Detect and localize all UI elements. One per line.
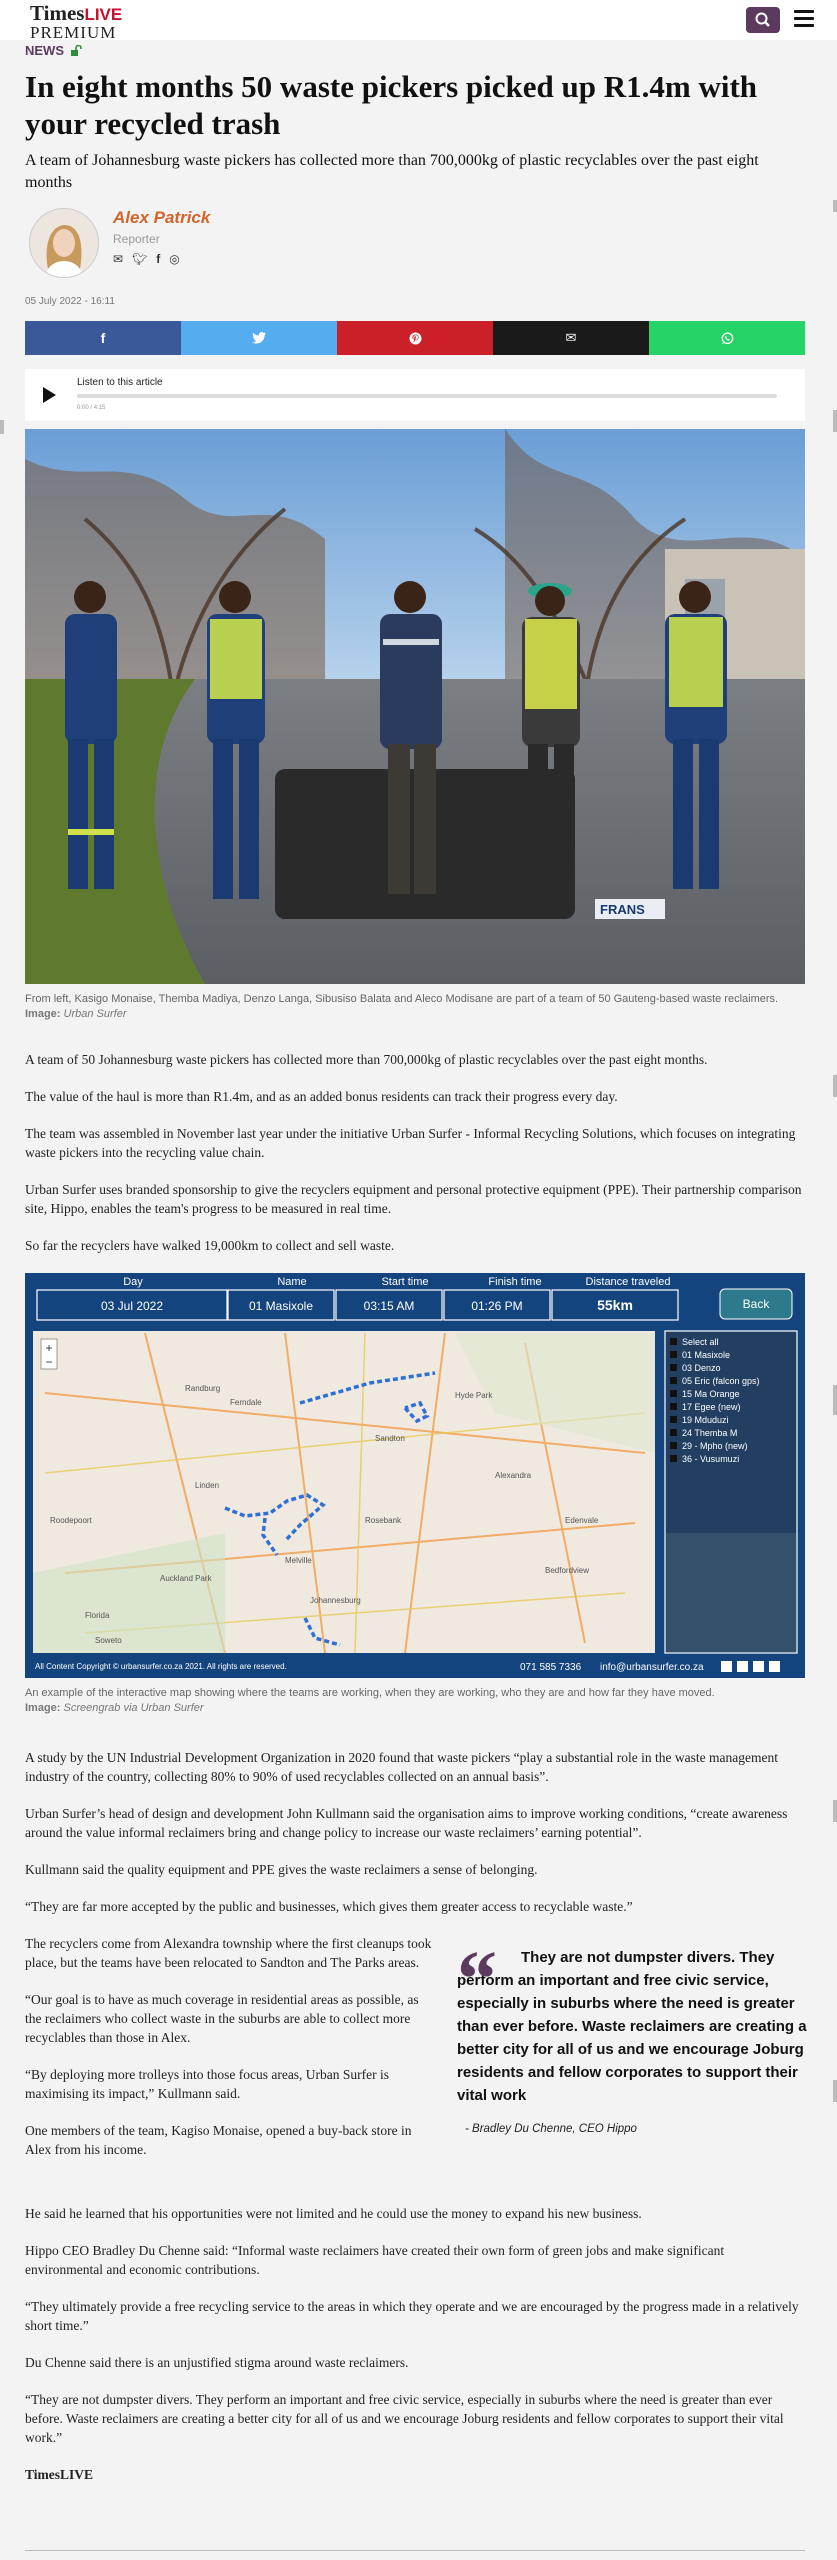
logo-live: LIVE	[84, 5, 123, 24]
facebook-icon: f	[100, 330, 106, 346]
author-name[interactable]: Alex Patrick	[113, 208, 211, 227]
share-facebook-button[interactable]	[25, 321, 181, 355]
svg-text:Alexandra: Alexandra	[495, 1471, 532, 1480]
quote-mark-icon: “	[457, 1936, 497, 2024]
share-pinterest-button[interactable]	[337, 321, 493, 355]
paragraph: “They are far more accepted by the public and businesses, which gives them greater access to recyclable waste.”	[25, 1899, 633, 1914]
svg-text:01 Masixole[interactable]: 01 Masixole	[682, 1350, 731, 1360]
linkedin-icon[interactable]	[737, 1661, 748, 1672]
instagram-icon[interactable]: ◎	[169, 252, 189, 266]
photo-credit: Image: Urban Surfer	[25, 1008, 127, 1020]
author-block	[25, 208, 805, 284]
section-label: NEWS	[25, 43, 64, 58]
pullquote-text: They are not dumpster divers. They perform an important and free civic service, especially in suburbs where the need is greater than ever before. Waste reclaimers are creating a better city for all of us and we encourage Joburg residents and fellow corporates to support their vital work	[457, 1949, 807, 2104]
svg-text:Auckland Park: Auckland Park	[160, 1574, 212, 1583]
paragraph: The recyclers come from Alexandra township where the first cleanups took place, but the teams have been relocated to Sandton and The Parks areas.	[25, 1936, 432, 1970]
search-button[interactable]	[746, 7, 780, 33]
tracking-map-screenshot	[25, 1273, 805, 1678]
svg-text:Name: Name	[277, 1276, 307, 1288]
svg-text:24 Themba M[interactable]: 24 Themba M	[682, 1428, 738, 1438]
share-whatsapp-button[interactable]	[649, 321, 805, 355]
svg-text:55km: 55km	[597, 1297, 633, 1313]
audio-elapsed: 0:00	[77, 405, 89, 411]
zoom-in-icon[interactable]: +	[45, 1341, 53, 1355]
svg-text:071 585 7336: 071 585 7336	[520, 1662, 582, 1673]
article-subtitle: A team of Johannesburg waste pickers has collected more than 700,000kg of plastic recyclables over the past eight months	[25, 152, 759, 191]
svg-text:Back: Back	[742, 1297, 770, 1311]
svg-text:01 Masixole: 01 Masixole	[248, 1299, 314, 1313]
paragraph: “Our goal is to have as much coverage in residential areas as possible, as the reclaimers who collect waste in the suburbs are able to collect more recyclables than those in Alex.	[25, 1992, 419, 2045]
paragraph: The value of the haul is more than R1.4m, and as an added bonus residents can track their progress every day.	[25, 1089, 618, 1104]
paragraph: Hippo CEO Bradley Du Chenne said: “Informal waste reclaimers have created their own form of green jobs and make significant environmental and economic contributions.	[25, 2243, 725, 2277]
twitter-icon[interactable]: 🐦︎	[132, 252, 157, 266]
email-icon[interactable]: ✉	[113, 252, 133, 266]
pullquote-author: - Bradley Du Chenne, CEO Hippo	[465, 2123, 637, 2135]
audio-total: 4:15	[93, 405, 106, 411]
svg-text:info@urbansurfer.co.za: info@urbansurfer.co.za	[600, 1662, 704, 1673]
share-bar	[25, 321, 805, 355]
body-with-pullquote	[25, 1934, 805, 2204]
svg-text:15 Ma Orange[interactable]: 15 Ma Orange	[682, 1389, 740, 1399]
hamburger-menu-icon	[794, 10, 814, 13]
audio-times: 0:00 / 4:15	[77, 405, 106, 411]
svg-text:Linden: Linden	[195, 1481, 220, 1490]
svg-text:19 Mduduzi[interactable]: 19 Mduduzi	[682, 1415, 729, 1425]
svg-text:Randburg: Randburg	[185, 1384, 221, 1393]
unlock-icon	[70, 45, 82, 56]
play-icon[interactable]	[43, 387, 56, 403]
vimeo-icon[interactable]	[769, 1661, 780, 1672]
svg-text:Bedfordview: Bedfordview	[545, 1566, 590, 1575]
svg-text:Distance traveled: Distance traveled	[585, 1276, 671, 1288]
svg-text:29 - Mpho (new)[interactable]: 29 - Mpho (new)	[682, 1441, 748, 1451]
paragraph: Urban Surfer’s head of design and development John Kullmann said the organisation aims to improve working conditions, “create awareness around the value informal reclaimers bring and change policy to increase our waste reclaimers’ earning potential”.	[25, 1806, 788, 1840]
svg-text:17 Egee (new)[interactable]: 17 Egee (new)	[682, 1402, 741, 1412]
audio-progress-bar[interactable]	[77, 394, 777, 398]
map-caption: An example of the interactive map showing where the teams are working, when they are working, who they are and how far they have moved.	[25, 1687, 715, 1699]
left-column	[25, 1934, 438, 2177]
facebook-icon[interactable]: f	[156, 252, 170, 266]
author-social-links	[113, 252, 189, 266]
svg-text:Finish time: Finish time	[488, 1276, 542, 1288]
section-tag[interactable]	[25, 43, 805, 58]
author-role: Reporter	[113, 232, 160, 246]
signoff: TimesLIVE	[25, 2467, 94, 2482]
svg-text:Start time: Start time	[381, 1276, 429, 1288]
paragraph: A team of 50 Johannesburg waste pickers has collected more than 700,000kg of plastic recyclables over the past eight months.	[25, 1052, 708, 1067]
article	[25, 40, 805, 2502]
trolley-tag: FRANS	[600, 902, 645, 917]
pinterest-icon	[409, 332, 422, 345]
hero-photo	[25, 429, 805, 984]
svg-text:03 Jul 2022: 03 Jul 2022	[100, 1299, 164, 1313]
paragraph: The team was assembled in November last year under the initiative Urban Surfer - Informal Recycling Solutions, which focuses on integrating waste pickers into the recycling value chain.	[25, 1126, 796, 1160]
audio-player	[25, 369, 805, 421]
svg-text:Select all[interactable]: Select all	[682, 1337, 719, 1347]
paragraph: “They ultimately provide a free recycling service to the areas in which they operate and we are encouraged by the progress made in a relatively short time.”	[25, 2299, 799, 2333]
zoom-out-icon[interactable]: −	[45, 1355, 53, 1369]
audio-label: Listen to this article	[77, 377, 163, 388]
svg-text:Hyde Park: Hyde Park	[455, 1391, 493, 1400]
share-twitter-button[interactable]	[181, 321, 337, 355]
publish-date: 05 July 2022 - 16:11	[25, 296, 115, 307]
svg-text:Ferndale: Ferndale	[230, 1398, 262, 1407]
site-logo[interactable]	[30, 1, 130, 42]
instagram-icon[interactable]	[753, 1661, 764, 1672]
divider	[25, 2550, 805, 2551]
svg-text:03:15 AM: 03:15 AM	[363, 1299, 415, 1313]
svg-text:Melville: Melville	[285, 1556, 312, 1565]
paragraph: Kullmann said the quality equipment and PPE gives the waste reclaimers a sense of belonging.	[25, 1862, 538, 1877]
hero-photo-image	[25, 429, 805, 984]
logo-premium: PREMIUM	[30, 23, 117, 42]
paragraph: He said he learned that his opportunities were not limited and he could use the money to expand his new business.	[25, 2206, 642, 2221]
paragraph: Urban Surfer uses branded sponsorship to give the recyclers equipment and personal protective equipment (PPE). Their partnership comparison site, Hippo, enables the team's progress to be measured in real time.	[25, 1182, 802, 1216]
svg-text:01:26 PM: 01:26 PM	[471, 1299, 523, 1313]
map-image	[25, 1273, 805, 1678]
svg-text:Roodepoort: Roodepoort	[50, 1516, 92, 1525]
paragraph: A study by the UN Industrial Development Organization in 2020 found that waste pickers “play a substantial role in the waste management industry of the country, collecting 80% to 90% of used recyclables collected on an annual basis”.	[25, 1750, 778, 1784]
logo-times: Times	[30, 1, 85, 25]
whatsapp-icon	[721, 332, 734, 345]
pullquote	[457, 1936, 807, 2135]
photo-caption: From left, Kasigo Monaise, Themba Madiya, Denzo Langa, Sibusiso Balata and Aleco Modisane are part of a team of 50 Gauteng-based waste reclaimers.	[25, 993, 779, 1005]
paragraph: So far the recyclers have walked 19,000km to collect and sell waste.	[25, 1238, 395, 1253]
svg-text:05 Eric (falcon gps)[interactable]: 05 Eric (falcon gps)	[682, 1376, 760, 1386]
share-email-button[interactable]	[493, 321, 649, 355]
email-icon: ✉	[565, 330, 577, 345]
paragraph: “By deploying more trolleys into those focus areas, Urban Surfer is maximising its impact,” Kullmann said.	[25, 2067, 390, 2101]
svg-text:Johannesburg: Johannesburg	[310, 1596, 361, 1605]
map-credit: Image: Screengrab via Urban Surfer	[25, 1702, 204, 1714]
paragraph: “They are not dumpster divers. They perform an important and free civic service, especially in suburbs where the need is greater than ever before. Waste reclaimers are creating a better city for all of us and we encourage Joburg residents and fellow corporates to support their vital work.”	[25, 2392, 784, 2445]
article-title: In eight months 50 waste pickers picked up R1.4m with your recycled trash	[25, 69, 758, 141]
svg-text:Sandton: Sandton	[375, 1434, 405, 1443]
top-bar	[0, 0, 837, 40]
svg-text:Day: Day	[123, 1276, 143, 1288]
search-icon	[746, 7, 780, 33]
svg-text:Florida: Florida	[85, 1611, 110, 1620]
svg-text:All Content Copyright © urba: All Content Copyright © urbansurfer.co.za 2021. All rights are reserved.	[35, 1662, 287, 1671]
svg-text:36 - Vusumuzi[interactable]: 36 - Vusumuzi	[682, 1454, 740, 1464]
svg-text:Rosebank: Rosebank	[365, 1516, 402, 1525]
hamburger-menu-button[interactable]	[794, 10, 814, 30]
paragraph: One members of the team, Kagiso Monaise, opened a buy-back store in Alex from his income.	[25, 2123, 412, 2157]
svg-text:Soweto: Soweto	[95, 1636, 122, 1645]
svg-text:03 Denzo[interactable]: 03 Denzo	[682, 1363, 721, 1373]
twitter-icon	[252, 332, 266, 344]
svg-text:Edenvale: Edenvale	[565, 1516, 599, 1525]
facebook-icon[interactable]	[721, 1661, 732, 1672]
author-avatar[interactable]	[29, 208, 99, 278]
paragraph: Du Chenne said there is an unjustified stigma around waste reclaimers.	[25, 2355, 409, 2370]
